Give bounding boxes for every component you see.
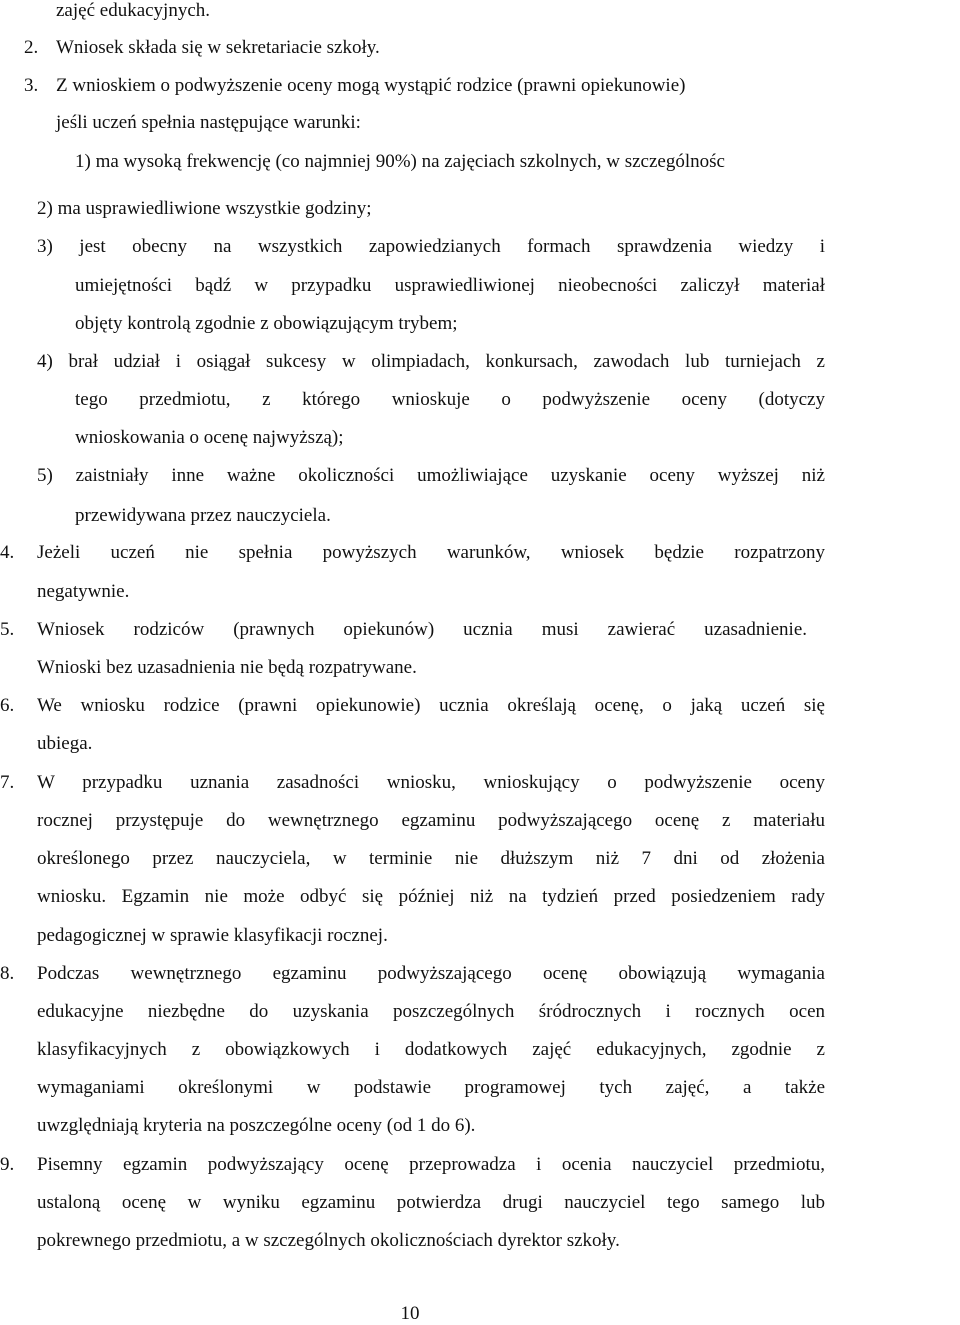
list-number: 8. <box>0 963 15 984</box>
paragraph-line: ubiega. <box>37 733 93 754</box>
paragraph-line: klasyfikacyjnych z obowiązkowych i dodatkowych zajęć edukacyjnych, zgodnie z <box>37 1039 825 1060</box>
paragraph-line: Podczas wewnętrznego egzaminu podwyższającego ocenę obowiązują wymagania <box>37 963 825 984</box>
paragraph-line: Jeżeli uczeń nie spełnia powyższych warunków, wniosek będzie rozpatrzony <box>37 542 825 563</box>
condition-line: wnioskowania o ocenę najwyższą); <box>75 427 344 448</box>
condition-line: przewidywana przez nauczyciela. <box>75 505 331 526</box>
list-number: 3. <box>24 75 39 96</box>
paragraph-line: negatywnie. <box>37 581 130 602</box>
paragraph-line: określonego przez nauczyciela, w terminie nie dłuższym niż 7 dni od złożenia <box>37 848 825 869</box>
list-number: 5. <box>0 619 15 640</box>
paragraph-line: Wnioski bez uzasadnienia nie będą rozpatrywane. <box>37 657 417 678</box>
paragraph-line: wymaganiami określonymi w podstawie programowej tych zajęć, a także <box>37 1077 825 1098</box>
paragraph-line: Z wnioskiem o podwyższenie oceny mogą wystąpić rodzice (prawni opiekunowie) <box>56 75 686 96</box>
paragraph-line: edukacyjne niezbędne do uzyskania poszczególnych śródrocznych i rocznych ocen <box>37 1001 825 1022</box>
paragraph-line: ustaloną ocenę w wyniku egzaminu potwierdza drugi nauczyciel tego samego lub <box>37 1192 825 1213</box>
paragraph-line: rocznej przystępuje do wewnętrznego egzaminu podwyższającego ocenę z materiału <box>37 810 825 831</box>
condition-line: 5) zaistniały inne ważne okoliczności umożliwiające uzyskanie oceny wyższej niż <box>37 465 825 486</box>
paragraph-line: Wniosek rodziców (prawnych opiekunów) ucznia musi zawierać uzasadnienie. <box>37 619 807 640</box>
condition-line: 1) ma wysoką frekwencję (co najmniej 90%) na zajęciach szkolnych, w szczególnośc <box>75 151 725 172</box>
condition-line: 4) brał udział i osiągał sukcesy w olimpiadach, konkursach, zawodach lub turniejach z <box>37 351 825 372</box>
condition-line: objęty kontrolą zgodnie z obowiązującym trybem; <box>75 313 458 334</box>
paragraph-line: Pisemny egzamin podwyższający ocenę przeprowadza i ocenia nauczyciel przedmiotu, <box>37 1154 825 1175</box>
paragraph-line: pedagogicznej w sprawie klasyfikacji rocznej. <box>37 925 388 946</box>
condition-line: 3) jest obecny na wszystkich zapowiedzianych formach sprawdzenia wiedzy i <box>37 236 825 257</box>
list-number: 4. <box>0 542 15 563</box>
list-number: 6. <box>0 695 15 716</box>
paragraph-line: jeśli uczeń spełnia następujące warunki: <box>56 112 361 133</box>
paragraph-line: uwzględniają kryteria na poszczególne oceny (od 1 do 6). <box>37 1115 476 1136</box>
paragraph-line: W przypadku uznania zasadności wniosku, wnioskujący o podwyższenie oceny <box>37 772 825 793</box>
condition-line: tego przedmiotu, z którego wnioskuje o podwyższenie oceny (dotyczy <box>75 389 825 410</box>
paragraph-line: wniosku. Egzamin nie może odbyć się później niż na tydzień przed posiedzeniem rady <box>37 886 825 907</box>
list-number: 7. <box>0 772 15 793</box>
paragraph-line: Wniosek składa się w sekretariacie szkoły. <box>56 37 380 58</box>
condition-line: 2) ma usprawiedliwione wszystkie godziny; <box>37 198 372 219</box>
page-number: 10 <box>400 1303 420 1324</box>
paragraph-line: zajęć edukacyjnych. <box>56 0 211 21</box>
list-number: 9. <box>0 1154 15 1175</box>
paragraph-line: We wniosku rodzice (prawni opiekunowie) ucznia określają ocenę, o jaką uczeń się <box>37 695 825 716</box>
paragraph-line: pokrewnego przedmiotu, a w szczególnych okolicznościach dyrektor szkoły. <box>37 1230 620 1251</box>
list-number: 2. <box>24 37 39 58</box>
condition-line: umiejętności bądź w przypadku usprawiedliwionej nieobecności zaliczył materiał <box>75 275 825 296</box>
